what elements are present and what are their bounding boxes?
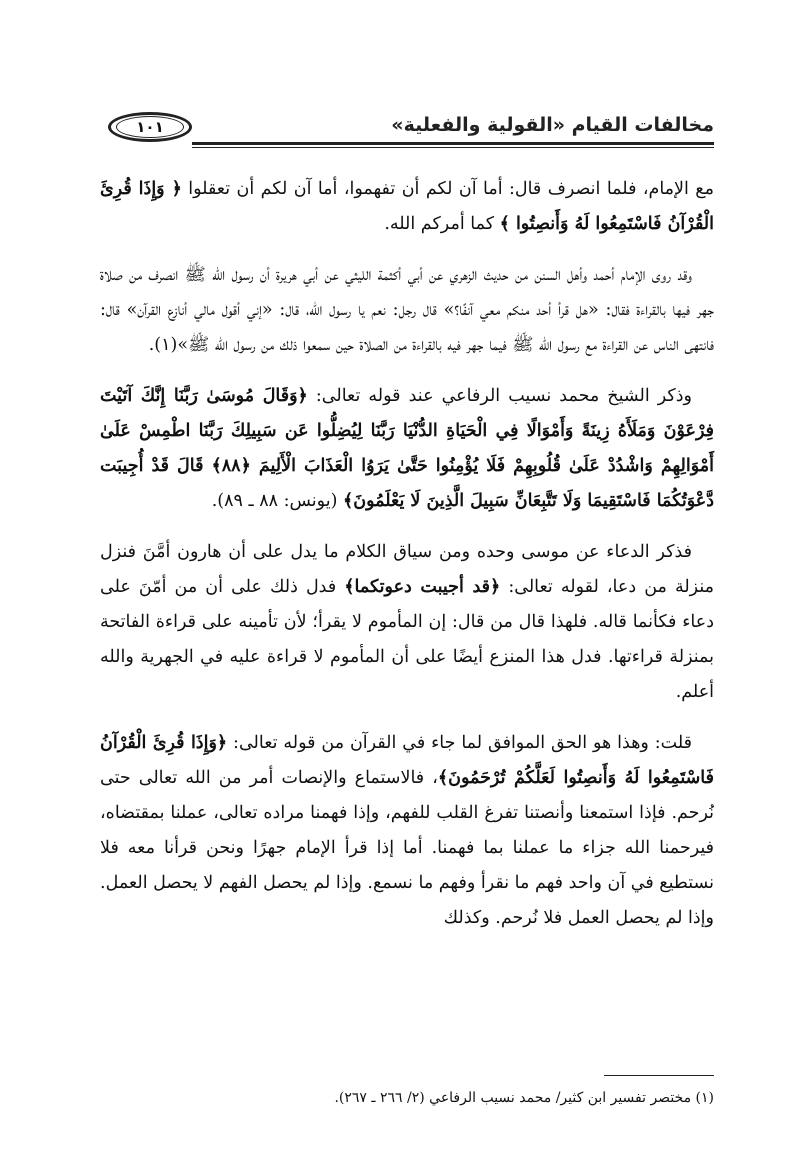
paragraph (100, 379, 714, 519)
page-body (100, 172, 714, 952)
quran-verse: ﴿ وَإِذَا قُرِئَ الْقُرْآنُ فَاسْتَمِعُوا لَهُ وَأَنصِتُوا ﴾ (100, 179, 714, 234)
footnote-separator (604, 1075, 714, 1076)
footnote: (١) مختصر تفسير ابن كثير/ محمد نسيب الرفاعي (٢/ ٢٦٦ ـ ٢٦٧). (334, 1090, 714, 1106)
quran-verse: ﴿قد أجيبت دعوتكما﴾ (344, 577, 501, 597)
running-title: مخالفات القيام «القولية والفعلية» (391, 114, 714, 136)
paragraph (100, 535, 714, 710)
paragraph-text: مع الإمام، فلما انصرف قال: أما آن لكم أن تفهموا، أما آن لكم أن تعقلوا (181, 179, 714, 199)
paragraph-text: (يونس: ٨٨ ـ ٨٩). (211, 491, 343, 511)
paragraph-text: وذكر الشيخ محمد نسيب الرفاعي عند قوله تعالى: (307, 386, 692, 406)
paragraph-text: قلت: وهذا هو الحق الموافق لما جاء في القرآن من قوله تعالى: (227, 733, 692, 753)
header-rule (192, 142, 714, 145)
paragraph (100, 726, 714, 936)
header-rule-thin (192, 147, 714, 148)
paragraph-text: فدل ذلك على أن من أمّنَ على دعاء فكأنما قاله. فلهذا قال من قال: إن المأموم لا يقرأ؛ لأن تأمينه على قراءة الفاتحة بمنزلة قراءتها. فدل هذا المنزع أيضًا على أن المأموم لا قراءة عليه في الجهرية والله أعلم. (100, 577, 714, 702)
paragraph-text: وقد روى الإمام أحمد وأهل السنن من حديث الزهري عن أبي أكثمة الليثي عن أبي هريرة أن رسول الله ﷺ انصرف من صلاة جهر فيها بالقراءة فقال: «هل قرأ أحد منكم معي آنفًا؟» قال رجل: نعم يا رسول الله، قال: «إني أقول مالي أنازع القرآن» قال: فانتهى الناس عن القراءة مع رسول الله ﷺ فيما جهر فيه بالقراءة من الصلاة حين سمعوا ذلك من رسول الله ﷺ»(١). (100, 265, 714, 355)
paragraph-text: فذكر الدعاء عن موسى وحده ومن سياق الكلام ما يدل على أن هارون أمَّنَ فنزل منزلة من دعا، لقوله تعالى: (100, 542, 714, 597)
paragraph-text: كما أمركم الله. (384, 214, 500, 234)
paragraph (100, 258, 714, 363)
page-number: ١٠١ (116, 116, 184, 138)
quran-verse: ﴿وَقَالَ مُوسَىٰ رَبَّنَا إِنَّكَ آتَيْتَ فِرْعَوْنَ وَمَلَأَهُ زِينَةً وَأَمْوَالًا فِي الْحَيَاةِ الدُّنْيَا رَبَّنَا لِيُضِلُّوا عَن سَبِيلِكَ رَبَّنَا اطْمِسْ عَلَىٰ أَمْوَالِهِمْ وَاشْدُدْ عَلَىٰ قُلُوبِهِمْ فَلَا يُؤْمِنُوا حَتَّىٰ يَرَوُا الْعَذَابَ الْأَلِيمَ ﴿٨٨﴾ قَالَ قَدْ أُجِيبَت دَّعْوَتُكُمَا فَاسْتَقِيمَا وَلَا تَتَّبِعَانِّ سَبِيلَ الَّذِينَ لَا يَعْلَمُونَ﴾ (100, 386, 715, 511)
paragraph-text: ، فالاستماع والإنصات أمر من الله تعالى حتى نُرحم. فإذا استمعنا وأنصتنا تفرغ القلب للفهم، وإذا فهمنا مراده تعالى، عملنا بمقتضاه، فيرحمنا الله جزاء ما عملنا بما فهمنا. أما إذا قرأ الإمام جهرًا ونحن قرأنا معه فلا نستطيع في آن واحد فهم ما نقرأ وفهم ما نسمع. وإذا لم يحصل الفهم لا يحصل العمل. وإذا لم يحصل العمل فلا نُرحم. وكذلك (100, 768, 714, 928)
quran-verse: ﴿وَإِذَا قُرِئَ الْقُرْآنُ فَاسْتَمِعُوا لَهُ وَأَنصِتُوا لَعَلَّكُمْ تُرْحَمُونَ﴾ (100, 733, 714, 788)
paragraph (100, 172, 714, 242)
page-header (104, 112, 714, 152)
page-number-badge (108, 112, 192, 142)
